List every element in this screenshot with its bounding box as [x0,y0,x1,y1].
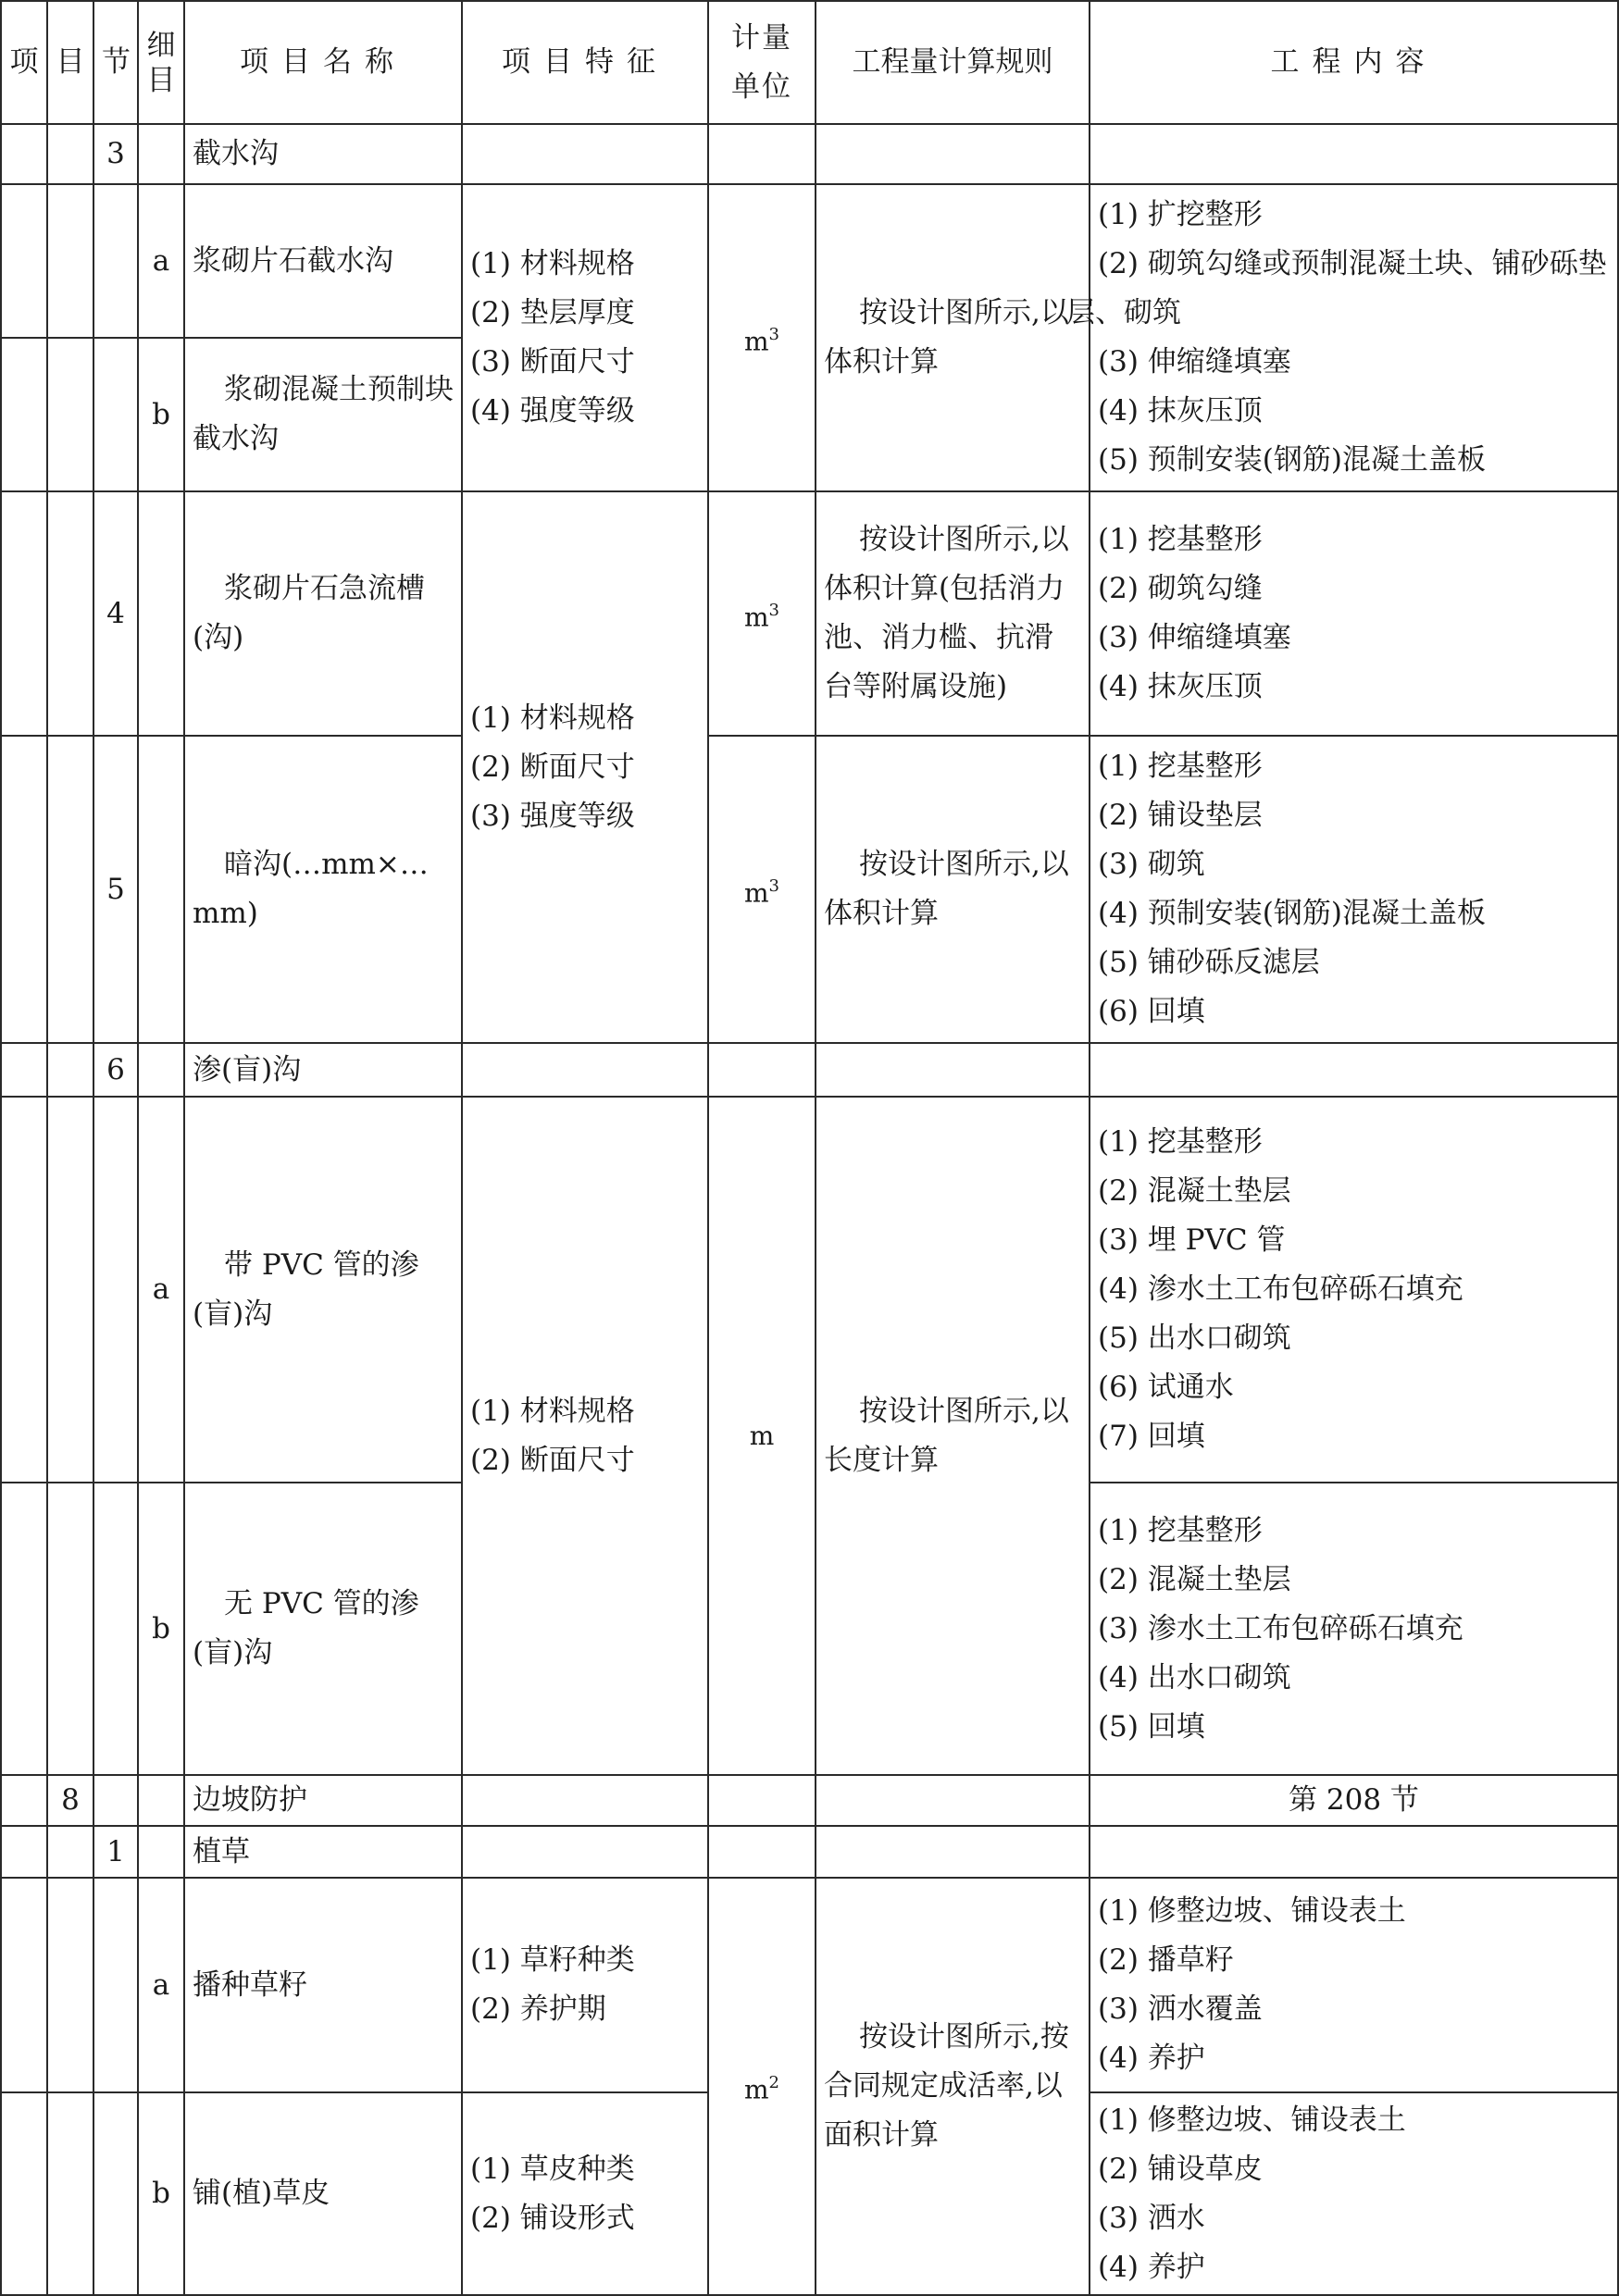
content-line: (3) 洒水 [1098,2201,1205,2235]
feature-line: (2) 养护期 [470,1992,606,2026]
cell-empty [1090,1043,1618,1097]
header-jie: 节 [93,1,138,124]
cell-empty [816,1775,1090,1826]
feature-line: (1) 草籽种类 [470,1943,635,1977]
content-line: (4) 抹灰压顶 [1098,670,1263,703]
header-rule: 工程量计算规则 [816,1,1090,124]
header-xiang: 项 [1,1,47,124]
unit-text: m [743,326,769,357]
jie-number: 5 [93,736,138,1043]
work-content [1090,1097,1618,1483]
item-name: 边坡防护 [184,1775,462,1826]
cell-empty [816,124,1090,184]
item-name: 浆砌片石截水沟 [184,184,462,338]
unit-cell [708,1878,816,2295]
cell-empty [47,184,93,338]
rule-cell: 按设计图所示,以体积计算 [816,184,1090,491]
table-row [1,491,1618,736]
feature-line: (3) 断面尺寸 [470,345,635,379]
content-line: (3) 砌筑 [1098,848,1205,881]
content-line: (6) 试通水 [1098,1371,1234,1404]
item-features [462,1097,708,1775]
ximu-letter: a [138,1097,184,1483]
cell-empty [47,1878,93,2092]
cell-empty [47,491,93,736]
unit-cell [708,1097,816,1775]
cell-empty [138,124,184,184]
item-name: 植草 [184,1826,462,1878]
cell-empty [462,1043,708,1097]
feature-line: (1) 材料规格 [470,1394,635,1428]
cell-empty [93,1483,138,1775]
cell-empty [93,1878,138,2092]
content-line: (1) 挖基整形 [1098,1513,1263,1547]
feature-line: (2) 铺设形式 [470,2201,635,2235]
feature-line: (3) 强度等级 [470,799,635,833]
header-content: 工程内容 [1090,1,1618,124]
unit-text: m [749,1421,775,1451]
table-row [1,124,1618,184]
cell-empty [138,736,184,1043]
content-line: (5) 预制安装(钢筋)混凝土盖板 [1098,443,1486,477]
content-line: (1) 修整边坡、铺设表土 [1098,1894,1406,1928]
cell-empty [47,736,93,1043]
content-line: (4) 养护 [1098,2042,1205,2075]
rule-cell: 按设计图所示,以体积计算 [816,736,1090,1043]
cell-empty [816,1826,1090,1878]
jie-number: 4 [93,491,138,736]
unit-exponent: 3 [768,875,779,896]
cell-empty [47,2092,93,2295]
item-features [462,1878,708,2092]
content-line: (2) 铺设垫层 [1098,799,1263,832]
content-line: (2) 混凝土垫层 [1098,1174,1291,1208]
unit-cell [708,491,816,736]
section-reference: 第 208 节 [1090,1775,1618,1826]
ximu-letter: a [138,1878,184,2092]
ximu-letter: a [138,184,184,338]
work-content [1090,1878,1618,2092]
header-item-name: 项目名称 [184,1,462,124]
cell-empty [1,491,47,736]
cell-empty [1,124,47,184]
feature-line: (2) 断面尺寸 [470,1443,635,1477]
item-name: 截水沟 [184,124,462,184]
cell-empty [708,1043,816,1097]
cell-empty [93,338,138,491]
content-line: (4) 预制安装(钢筋)混凝土盖板 [1098,897,1486,930]
header-ximu: 细目 [138,1,184,124]
cell-empty [1,184,47,338]
content-line: (1) 挖基整形 [1098,1125,1263,1159]
jie-number: 3 [93,124,138,184]
item-name: 浆砌混凝土预制块截水沟 [184,338,462,491]
content-line: (3) 埋 PVC 管 [1098,1223,1286,1257]
cell-empty [1,1097,47,1483]
cell-empty [47,1483,93,1775]
content-line: (4) 渗水土工布包碎砾石填充 [1098,1272,1463,1306]
feature-line: (4) 强度等级 [470,394,635,428]
cell-empty [93,1775,138,1826]
cell-empty [708,1826,816,1878]
header-mu: 目 [47,1,93,124]
cell-empty [138,1043,184,1097]
content-line: (2) 砌筑勾缝 [1098,572,1263,605]
content-line: (4) 抹灰压顶 [1098,394,1263,428]
content-line: (1) 修整边坡、铺设表土 [1098,2103,1406,2137]
table-row [1,736,1618,1043]
content-line: (6) 回填 [1098,995,1205,1028]
cell-empty [462,1826,708,1878]
jie-number: 6 [93,1043,138,1097]
content-line: (2) 混凝土垫层 [1098,1562,1291,1596]
cell-empty [1,1043,47,1097]
cell-empty [93,2092,138,2295]
unit-exponent: 2 [768,2073,779,2093]
unit-text: m [743,2074,769,2105]
work-content [1090,2092,1618,2295]
unit-cell [708,736,816,1043]
work-content [1066,184,1618,491]
cell-empty [1,736,47,1043]
feature-line: (1) 草皮种类 [470,2152,635,2186]
table-row [1,1097,1618,1483]
cell-empty [47,1043,93,1097]
content-line: (1) 挖基整形 [1098,750,1263,783]
feature-line: (2) 垫层厚度 [470,296,635,329]
content-line: (1) 扩挖整形 [1098,198,1263,231]
content-line: (1) 挖基整形 [1098,523,1263,556]
header-unit: 计量单位 [708,1,816,124]
table-row [1,1878,1618,2092]
cell-empty [47,338,93,491]
feature-line: (1) 材料规格 [470,247,635,280]
cell-empty [1,2092,47,2295]
cell-empty [1,1878,47,2092]
item-features [462,491,708,1043]
cell-empty [1,1826,47,1878]
unit-exponent: 3 [768,324,779,344]
content-line: (7) 回填 [1098,1420,1205,1453]
feature-line: (1) 材料规格 [470,701,635,735]
cell-empty [138,491,184,736]
cell-empty [462,124,708,184]
table-row [1,1775,1618,1826]
content-line: (2) 砌筑勾缝或预制混凝土块、铺砂砾垫层、砌筑 [1066,247,1607,329]
item-name: 播种草籽 [184,1878,462,2092]
cell-empty [138,1826,184,1878]
item-name: 浆砌片石急流槽(沟) [184,491,462,736]
ximu-letter: b [138,2092,184,2295]
rule-cell: 按设计图所示,按合同规定成活率,以面积计算 [816,1878,1090,2295]
work-content [1090,1483,1618,1775]
table-row [1,1043,1618,1097]
work-content [1090,736,1618,1043]
content-line: (2) 播草籽 [1098,1943,1234,1977]
rule-cell: 按设计图所示,以体积计算(包括消力池、消力槛、抗滑台等附属设施) [816,491,1090,736]
header-item-feature: 项目特征 [462,1,708,124]
content-line: (2) 铺设草皮 [1098,2152,1263,2186]
cell-empty [1090,1826,1618,1878]
cell-empty [708,1775,816,1826]
cell-empty [47,1826,93,1878]
cell-empty [462,1775,708,1826]
unit-text: m [743,877,769,909]
cell-empty [47,1097,93,1483]
content-line: (4) 养护 [1098,2250,1205,2284]
cell-empty [1090,124,1618,184]
cell-empty [138,1775,184,1826]
cell-empty [93,1097,138,1483]
item-name: 带 PVC 管的渗(盲)沟 [184,1097,462,1483]
work-content [1090,491,1618,736]
cell-empty [1,1483,47,1775]
table-row [1,184,1618,338]
item-features [462,2092,708,2295]
table-header-row [1,1,1618,124]
content-line: (4) 出水口砌筑 [1098,1660,1291,1694]
cell-empty [816,1043,1090,1097]
content-line: (5) 回填 [1098,1709,1205,1744]
item-features [462,184,708,491]
jie-number: 1 [93,1826,138,1878]
item-name: 无 PVC 管的渗(盲)沟 [184,1483,462,1775]
cell-empty [708,124,816,184]
item-name: 渗(盲)沟 [184,1043,462,1097]
ximu-letter: b [138,338,184,491]
item-name: 铺(植)草皮 [184,2092,462,2295]
content-line: (3) 洒水覆盖 [1098,1992,1263,2026]
cell-empty [93,184,138,338]
cell-empty [47,124,93,184]
content-line: (5) 铺砂砾反滤层 [1098,946,1320,979]
content-line: (3) 伸缩缝填塞 [1098,345,1291,379]
content-line: (5) 出水口砌筑 [1098,1322,1291,1355]
unit-cell [708,184,816,491]
mu-number: 8 [47,1775,93,1826]
content-line: (3) 渗水土工布包碎砾石填充 [1098,1611,1463,1645]
item-name: 暗沟(…mm×…mm) [184,736,462,1043]
cell-empty [1,1775,47,1826]
cell-empty [1,338,47,491]
rule-cell: 按设计图所示,以长度计算 [816,1097,1090,1775]
unit-exponent: 3 [768,600,779,620]
content-line: (3) 伸缩缝填塞 [1098,621,1291,654]
feature-line: (2) 断面尺寸 [470,750,635,784]
table-row [1,1826,1618,1878]
ximu-letter: b [138,1483,184,1775]
unit-text: m [743,602,769,633]
